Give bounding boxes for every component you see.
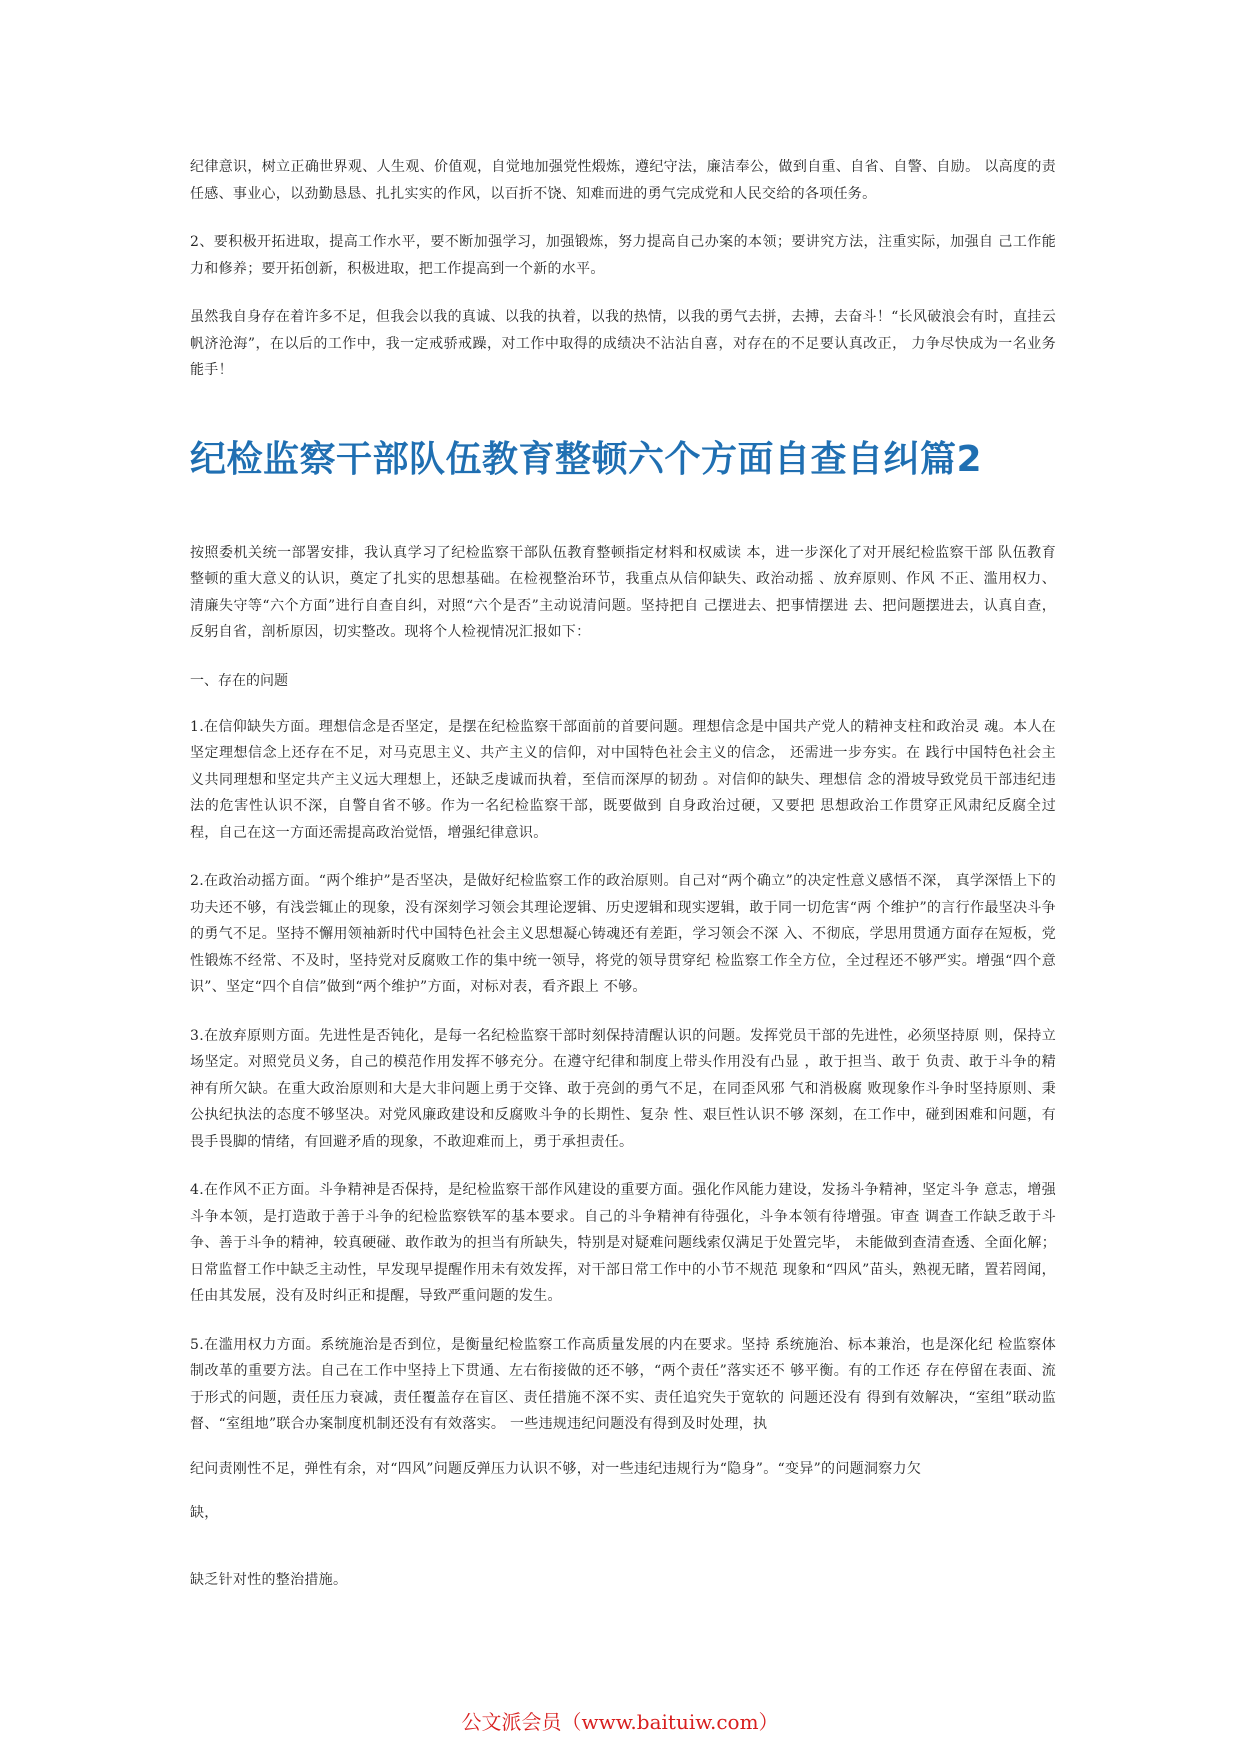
intro-paragraph-1: 纪律意识，树立正确世界观、人生观、价值观，自觉地加强党性煅炼，遵纪守法，廉洁奉公，做到自重、自省、自警、自励。 以高度的责任感、事业心，以劲勤恳恳、扎扎实实的作风，以百折不饶、知难而进的勇气完成党和人民交给的各项任务。 [190,159,1056,202]
issue-paragraph-2: 2.在政治动摇方面。“两个维护”是否坚决，是做好纪检监察工作的政治原则。自己对“两个确立”的决定性意义感悟不深， 真学深悟上下的功夫还不够，有浅尝辄止的现象，没有深刻学习领会其理论逻辑、历史逻辑和现实逻辑，敢于同一切危害“两 个维护”的言行作最坚决斗争的勇气不足。坚持不懈用领袖新时代中国特色社会主义思想凝心铸魂还有差距，学习领会不深 入、不彻底，学思用贯通方面存在短板，党性锻炼不经常、不及时，坚持党对反腐败工作的集中统一领导，将党的领导贯穿纪 检监察工作全方位，全过程还不够严实。增强“四个意识”、坚定“四个自信”做到“两个维护”方面，对标对表，看齐跟上 不够。 [190,873,1056,995]
issue-paragraph-1: 1.在信仰缺失方面。理想信念是否坚定，是摆在纪检监察干部面前的首要问题。理想信念是中国共产党人的精神支柱和政治灵 魂。本人在坚定理想信念上还存在不足，对马克思主义、共产主义的信仰，对中国特色社会主义的信念， 还需进一步夯实。在 践行中国特色社会主义共同理想和坚定共产主义远大理想上，还缺乏虔诚而执着，至信而深厚的韧劲 。对信仰的缺失、理想信 念的滑坡导致党员干部违纪违法的危害性认识不深，自警自省不够。作为一名纪检监察干部，既要做到 自身政治过硬，又要把 思想政治工作贯穿正风肃纪反腐全过程，自己在这一方面还需提高政治觉悟，增强纪律意识。 [190,718,1056,841]
issue-paragraph-3: 3.在放弃原则方面。先进性是否钝化，是每一名纪检监察干部时刻保持清醒认识的问题。发挥党员干部的先进性，必须坚持原 则，保持立场坚定。对照党员义务，自己的模范作用发挥不够充分。在遵守纪律和制度上带头作用没有凸显 ，敢于担当、敢于 负责、敢于斗争的精神有所欠缺。在重大政治原则和大是大非问题上勇于交锋、敢于亮剑的勇气不足，在同歪风邪 气和消极腐 败现象作斗争时坚持原则、秉公执纪执法的态度不够坚决。对党风廉政建设和反腐败斗争的长期性、复杂 性、艰巨性认识不够 深刻，在工作中，碰到困难和问题，有畏手畏脚的情绪，有回避矛盾的现象，不敢迎难而上，勇于承担责任。 [190,1027,1056,1150]
tail-line-1: 纪问责刚性不足，弹性有余，对“四风”问题反弹压力认识不够，对一些违纪违规行为“隐身”。“变异”的问题洞察力欠 [190,1460,922,1477]
intro-paragraph-2: 2、要积极开拓进取，提高工作水平，要不断加强学习，加强锻炼，努力提高自己办案的本领；要讲究方法，注重实际，加强自 己工作能力和修养；要开拓创新，积极进取，把工作提高到一个新的水平。 [190,234,1056,277]
spacer [190,1549,1056,1567]
document-content [190,154,1056,1615]
footer-watermark: 公文派会员（www.baituiw.com） [461,1710,779,1734]
body-intro-paragraph: 按照委机关统一部署安排，我认真学习了纪检监察干部队伍教育整顿指定材料和权威读 本，进一步深化了对开展纪检监察干部 队伍教育整顿的重大意义的认识，奠定了扎实的思想基础。在检视整治环节，我重点从信仰缺失、政治动摇 、放弃原则、作风 不正、滥用权力、清廉失守等“六个方面”进行自查自纠，对照“六个是否”主动说清问题。坚持把自 己摆进去、把事情摆进 去、把问题摆进去，认真自查，反躬自省，剖析原因，切实整改。现将个人检视情况汇报如下： [190,544,1056,640]
issue-paragraph-5: 5.在滥用权力方面。系统施治是否到位，是衡量纪检监察工作高质量发展的内在要求。坚持 系统施治、标本兼治，也是深化纪 检监察体制改革的重要方法。自己在工作中坚持上下贯通、左右衔接做的还不够，“两个责任”落实还不 够平衡。有的工作还 存在停留在表面、流于形式的问题，责任压力衰减，责任覆盖存在盲区、责任措施不深不实、责任追究失于宽软的 问题还没有 得到有效解决，“室组”联动监督、“室组地”联合办案制度机制还没有有效落实。 一些违规违纪问题没有得到及时处理，执 [190,1336,1056,1432]
tail-line-2: 缺， [190,1505,219,1521]
section-heading-problems: 一、存在的问题 [190,672,288,689]
intro-paragraph-3: 虽然我自身存在着许多不足，但我会以我的真诚、以我的执着，以我的热情，以我的勇气去拼，去搏，去奋斗！“长风破浪会有时，直挂云帆济沧海”，在以后的工作中，我一定戒骄戒躁，对工作中取得的成绩决不沾沾自喜，对存在的不足要认真改正， 力争尽快成为一名业务能手！ [190,309,1056,378]
section-title: 纪检监察干部队伍教育整顿六个方面自查自纠篇2 [190,438,983,480]
tail-line-3: 缺乏针对性的整治措施。 [190,1571,348,1588]
issue-paragraph-4: 4.在作风不正方面。斗争精神是否保持，是纪检监察干部作风建设的重要方面。强化作风能力建设，发扬斗争精神，坚定斗争 意志，增强斗争本领，是打造敢于善于斗争的纪检监察铁军的基本要求。自己的斗争精神有待强化，斗争本领有待增强。审查 调查工作缺乏敢于斗争、善于斗争的精神，较真硬碰、敢作敢为的担当有所缺失，特别是对疑难问题线索仅满足于处置完毕， 未能做到查清查透、全面化解；日常监督工作中缺乏主动性，早发现早提醒作用未有效发挥，对干部日常工作中的小节不规范 现象和“四风”苗头，熟视无睹，置若罔闻，任由其发展，没有及时纠正和提醒，导致严重问题的发生。 [190,1182,1056,1304]
